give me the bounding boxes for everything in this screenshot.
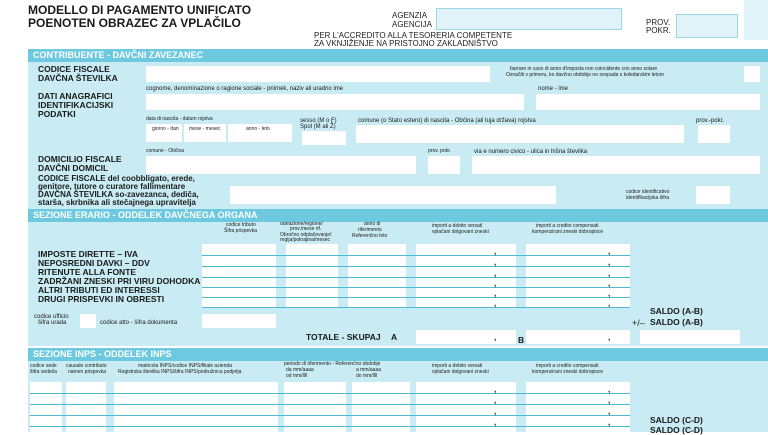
form-title-it: MODELLO DI PAGAMENTO UNIFICATO	[28, 3, 252, 17]
coobbligato-field[interactable]	[230, 186, 556, 204]
section-title-erario: SEZIONE ERARIO - ODDELEK DAVČNEGA ORGANA	[33, 210, 258, 220]
codice-ufficio-label-it: codice ufficio	[34, 314, 69, 320]
inps-col-debito[interactable]	[416, 382, 516, 432]
totale-letter-b: B	[518, 335, 525, 345]
prov-nascita-field[interactable]	[698, 125, 730, 143]
erario-saldo-field[interactable]	[640, 330, 740, 344]
col-rateazione-label-4: regija/pokrajina/mesec	[280, 237, 331, 243]
section-band-erario	[28, 209, 768, 222]
dati-anagrafici-label-2: IDENTIFIKACIJSKI	[38, 100, 114, 110]
barrare-note-it: barrare in caso di anno d'imposta non coincidente con anno solare	[510, 66, 658, 72]
section-band-inps	[28, 348, 768, 361]
prov-domicilio-label: prov. pokr.	[428, 148, 451, 154]
giorno-label: giorno - dan	[152, 126, 179, 132]
sesso-label-sl: Spol (M ali Ž)	[300, 124, 336, 130]
inps-col-credito-label-sl: kompenzirani zneski dobropisov	[532, 369, 604, 375]
accredito-label-it: PER L'ACCREDITO ALLA TESORERIA COMPETENTE	[314, 31, 513, 40]
col-debito-label-it: importi a debito versati	[432, 223, 483, 229]
coobbligato-label-1: CODICE FISCALE del coobbligato, erede,	[38, 174, 195, 183]
inps-col-credito[interactable]	[526, 382, 630, 432]
comune-label: comune - Občina	[146, 148, 185, 154]
erario-row-label-2: NEPOSREDNI DAVKI – DDV	[38, 258, 150, 268]
col-debito-label-sl: vplačani dolgovani zneski	[432, 229, 489, 235]
cognome-field[interactable]	[146, 94, 524, 110]
codice-ufficio-label-sl: šifra urada	[38, 320, 67, 326]
coobbligato-label-2: genitore, tutore o curatore fallimentare	[38, 182, 186, 191]
totale-letter-a: A	[391, 332, 398, 342]
inps-col-periodo-label-2: da mm/aaaa	[286, 367, 314, 373]
erario-col-anno[interactable]	[348, 244, 406, 308]
col-tributo-label-sl: Šifra prispevka	[224, 228, 258, 234]
mese-label: mese - mesec	[189, 126, 221, 132]
totale-a-field[interactable]	[416, 330, 516, 344]
prov-domicilio-field[interactable]	[428, 156, 460, 174]
data-nascita-label: data di nascita - datum rojstva	[146, 116, 213, 122]
inps-col-periodo-label-4: a mm/aaaa	[356, 367, 382, 373]
inps-saldo-label-2: SALDO (C-D)	[650, 425, 703, 435]
form-title-sl: POENOTEN OBRAZEC ZA VPLAČILO	[28, 16, 241, 30]
erario-col-credito[interactable]	[526, 244, 630, 308]
erario-row-label-5: ALTRI TRIBUTI ED INTERESSI	[38, 285, 160, 295]
col-anno-label-1: anno di	[364, 221, 381, 227]
plus-minus-sign: +/–	[632, 318, 645, 328]
codice-ufficio-field[interactable]	[80, 314, 96, 328]
totale-label: TOTALE - SKUPAJ	[306, 332, 381, 342]
agency-label-it: AGENZIA	[392, 11, 428, 20]
codice-atto-label: codice atto - šifra dokumenta	[100, 320, 178, 326]
prov-label-sl: POKR.	[646, 26, 671, 35]
col-credito-label-it: importi a credito compensati	[536, 223, 599, 229]
col-rateazione-label-2: prov./mese rif.	[290, 226, 322, 232]
comune-nascita-label: comune (o Stato estero) di nascita - Občina (ali tuja država) rojstva	[358, 118, 536, 124]
anno-label: anno - leto	[246, 126, 270, 132]
cognome-label: cognome, denominazione o ragione sociale - priimek, naziv ali uradno ime	[146, 86, 344, 92]
anno-solare-checkbox[interactable]	[744, 66, 760, 82]
erario-row-label-3: RITENUTE ALLA FONTE	[38, 267, 137, 277]
inps-col-matricola-label-it: matricola INPS/codice INPS/filiale azienda	[138, 363, 232, 369]
header-corner-box	[744, 0, 768, 40]
erario-saldo-label-2: SALDO (A-B)	[650, 317, 703, 327]
inps-col-causale[interactable]	[66, 382, 106, 432]
domicilio-label-it: DOMICILIO FISCALE	[38, 154, 122, 164]
coobbligato-label-3: DAVČNA ŠTEVILKA so-zavezanca, dediča,	[38, 190, 199, 199]
col-tributo-label-it: codice tributo	[226, 222, 256, 228]
col-anno-label-2: riferimento	[358, 227, 382, 233]
agency-label-sl: AGENCIJA	[392, 20, 433, 29]
section-band-contribuente	[28, 49, 768, 62]
inps-col-periodo-label-3: od mm/llll	[286, 373, 308, 379]
inps-col-sede-label-sl: šifra sedeža	[30, 369, 57, 375]
codice-atto-field[interactable]	[202, 314, 276, 328]
erario-col-rateazione[interactable]	[286, 244, 338, 308]
erario-col-tributo[interactable]	[202, 244, 276, 308]
agency-field[interactable]	[436, 8, 622, 30]
inps-col-periodo-da[interactable]	[284, 382, 346, 432]
codice-ident-label-it: codice identificativo	[626, 189, 670, 195]
nome-field[interactable]	[536, 94, 760, 110]
codice-fiscale-label-sl: DAVČNA ŠTEVILKA	[38, 73, 118, 83]
accredito-label-sl: ZA VKNJIŽENJE NA PRISTOJNO ZAKLADNIŠTVO	[314, 39, 498, 48]
inps-col-matricola-label-sl: Registrska številka INPS/šifra INPS/podružnica podjetja	[118, 369, 242, 375]
prov-label-it: PROV.	[646, 18, 671, 27]
inps-col-sede[interactable]	[30, 382, 62, 432]
inps-col-causale-label-sl: namen prispevka	[68, 369, 107, 375]
codice-fiscale-label-it: CODICE FISCALE	[38, 64, 110, 74]
comune-nascita-field[interactable]	[356, 125, 684, 143]
nome-label: nome - ime	[538, 86, 569, 92]
inps-saldo-label-1: SALDO (C-D)	[650, 415, 703, 425]
erario-saldo-label-1: SALDO (A-B)	[650, 306, 703, 316]
erario-row-label-4: ZADRŽANI ZNESKI PRI VIRU DOHODKA	[38, 276, 201, 286]
header-prov-field[interactable]	[676, 14, 738, 38]
sesso-field[interactable]	[302, 131, 346, 145]
inps-col-debito-label-sl: vplačani dolgovani zneski	[432, 369, 489, 375]
erario-col-debito[interactable]	[416, 244, 516, 308]
dati-anagrafici-label-3: PODATKI	[38, 109, 76, 119]
inps-col-periodo-label-1: periodo di riferimento - Referenčno obdobje	[284, 361, 381, 367]
col-rateazione-label-1: rateazione/regione/	[280, 221, 323, 227]
via-label: via e numero civico - ulica in hišna številka	[474, 149, 588, 155]
prov-nascita-label: prov.-pokr.	[696, 118, 724, 124]
inps-col-causale-label-it: causale contributo	[66, 363, 107, 369]
inps-col-credito-label-it: importi a credito compensati	[536, 363, 599, 369]
dati-anagrafici-label-1: DATI ANAGRAFICI	[38, 91, 113, 101]
sesso-label-it: sesso (M o F)	[300, 118, 337, 124]
coobbligato-label-4: starša, skrbnika ali stečajnega upravitelja	[38, 198, 196, 207]
via-field[interactable]	[472, 156, 760, 174]
inps-col-debito-label-it: importi a debito versati	[432, 363, 483, 369]
barrare-note-sl: Označiti v primeru, ko davčno obdobje ne sovpada s koledarskim letom	[506, 72, 664, 78]
col-rateazione-label-3: Obročno odplačevanje/	[280, 232, 332, 238]
section-title-contribuente: CONTRIBUENTE - DAVČNI ZAVEZANEC	[33, 50, 204, 60]
inps-col-periodo-label-5: do mm/llll	[356, 373, 378, 379]
comune-domicilio-field[interactable]	[146, 156, 416, 174]
codice-ident-field[interactable]	[696, 186, 730, 204]
erario-row-label-1: IMPOSTE DIRETTE – IVA	[38, 249, 138, 259]
section-title-inps: SEZIONE INPS - ODDELEK INPS	[33, 349, 172, 359]
totale-b-field[interactable]	[526, 330, 630, 344]
inps-col-periodo-a[interactable]	[352, 382, 410, 432]
erario-row-label-6: DRUGI PRISPEVKI IN OBRESTI	[38, 294, 165, 304]
codice-fiscale-field[interactable]	[146, 66, 490, 82]
col-credito-label-sl: kompenzirani zneski dobropisov	[532, 229, 604, 235]
inps-col-matricola[interactable]	[114, 382, 278, 432]
codice-ident-label-sl: identifikacijska šifra	[626, 195, 670, 201]
domicilio-label-sl: DAVČNI DOMICIL	[38, 163, 109, 173]
col-anno-label-3: Referenčno leto	[352, 233, 388, 239]
inps-col-sede-label-it: codice sede	[30, 363, 57, 369]
